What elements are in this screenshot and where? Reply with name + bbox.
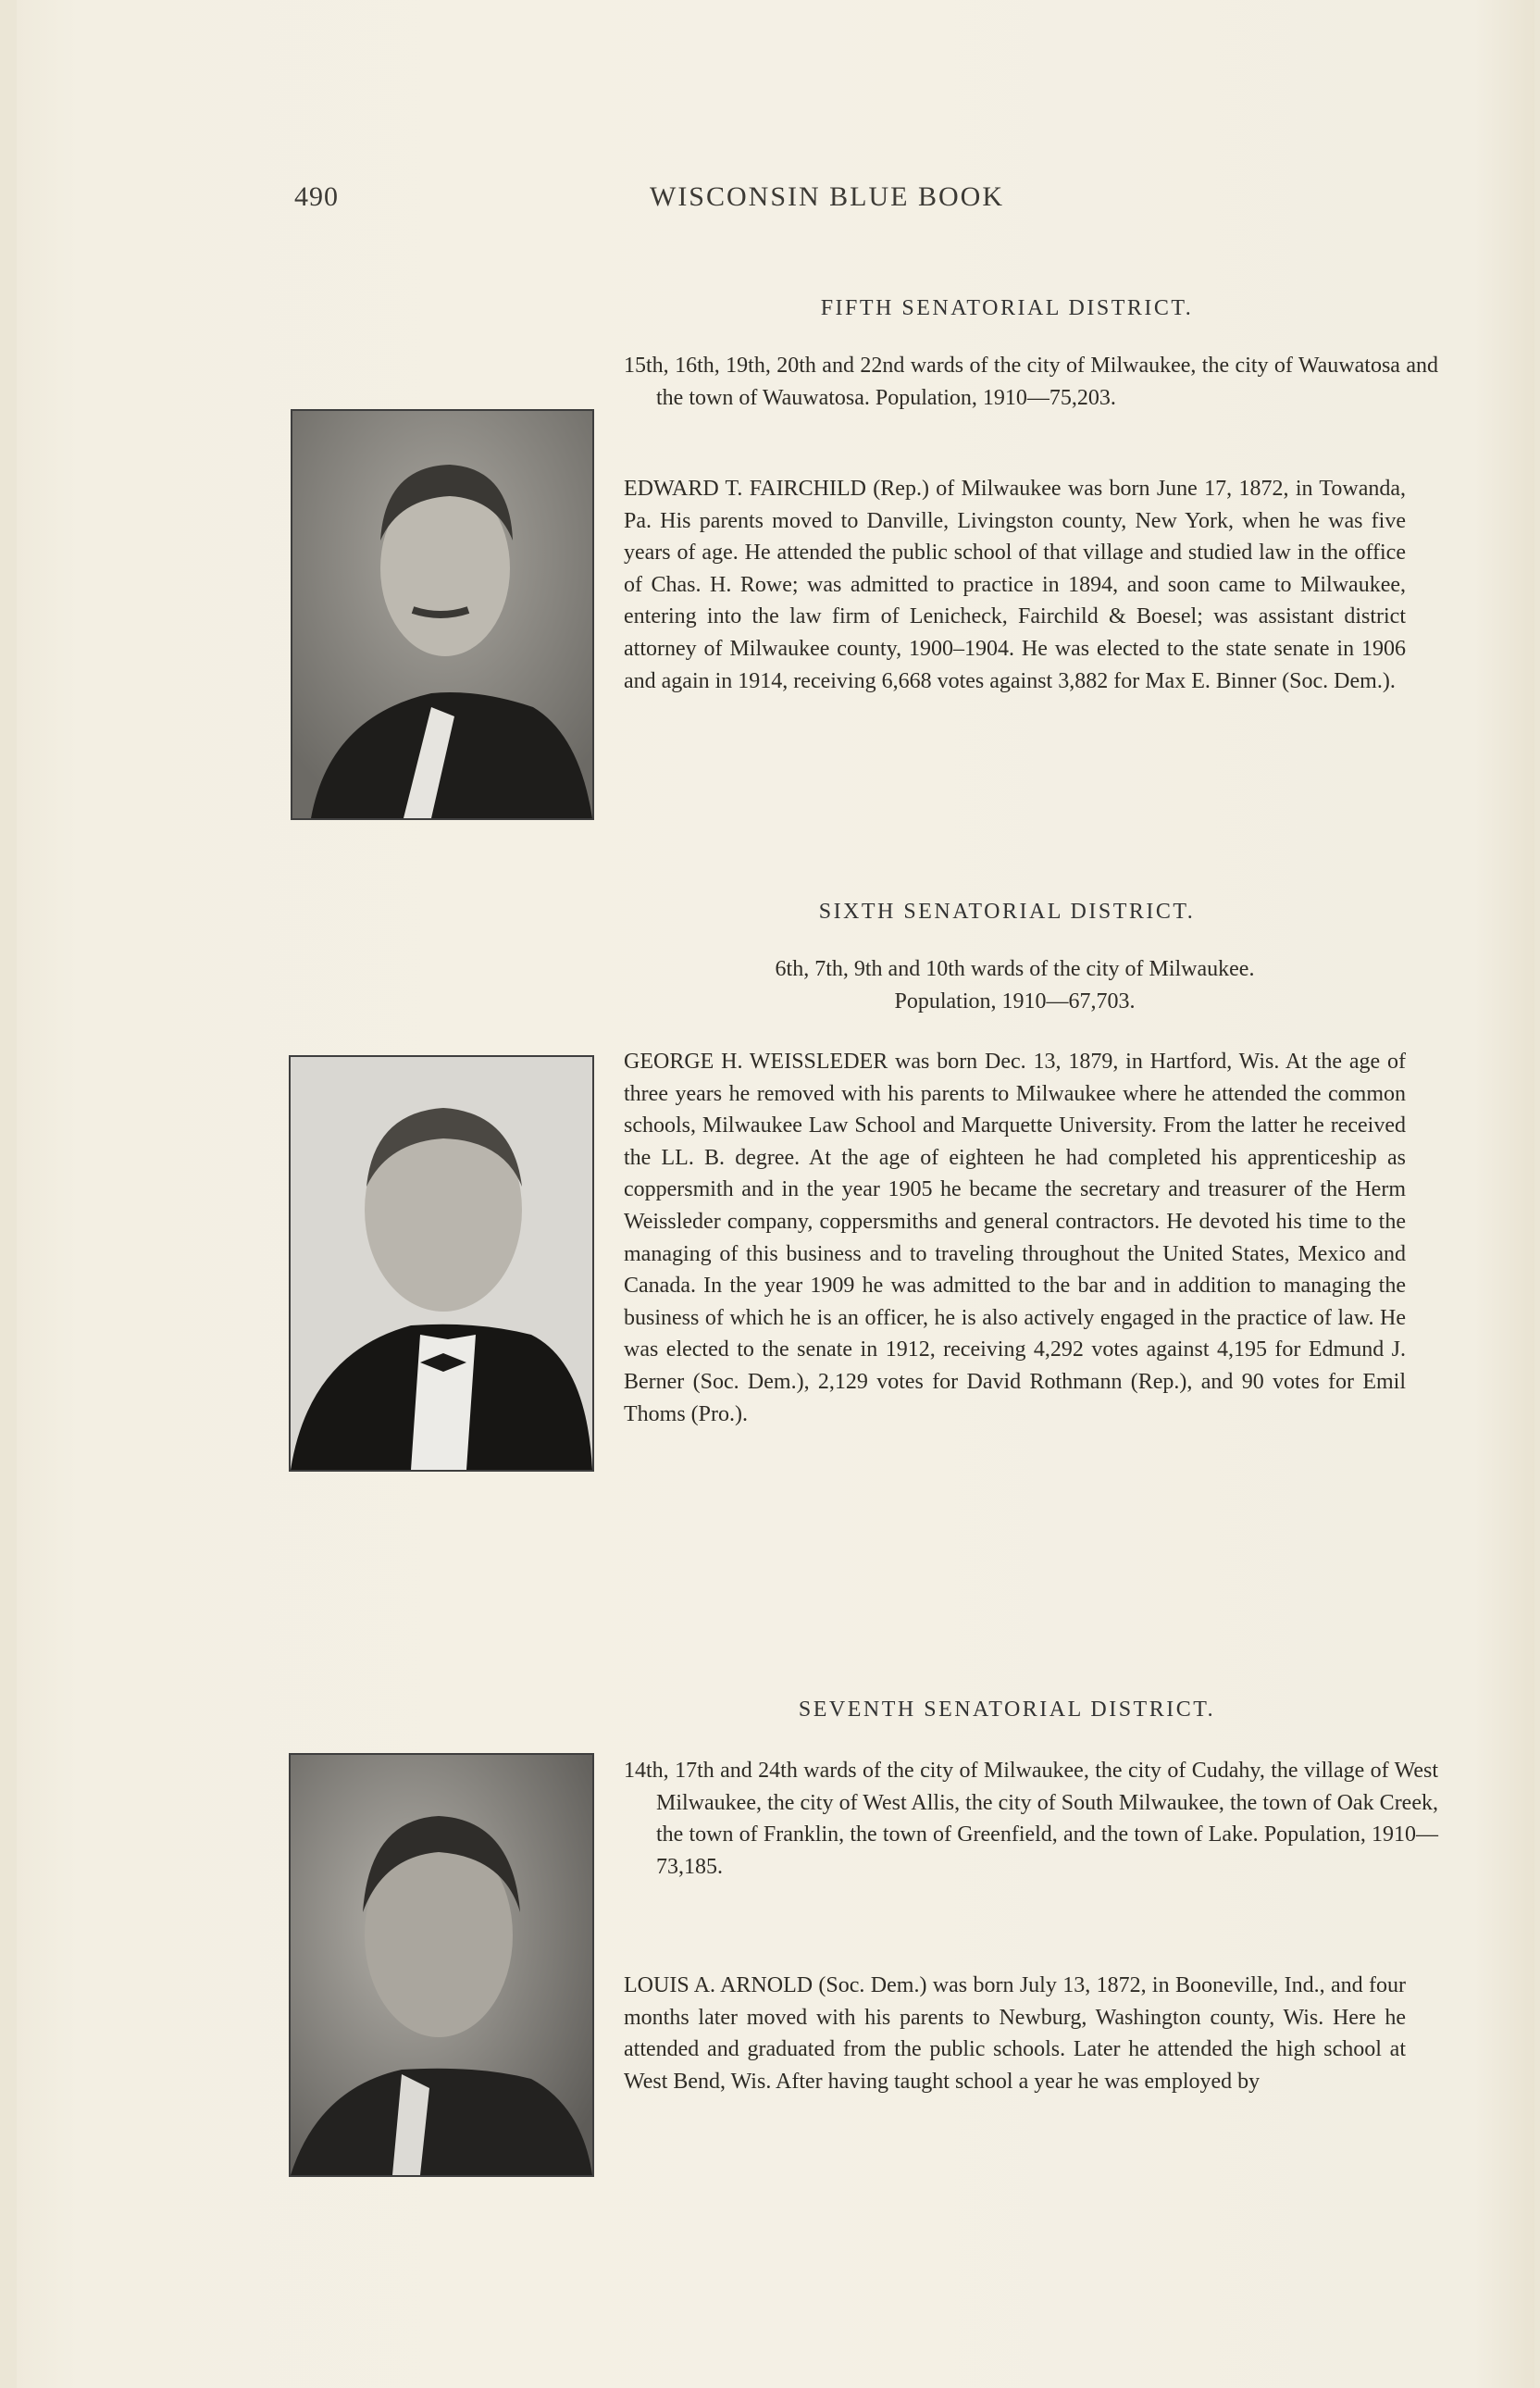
fifth-district-description: 15th, 16th, 19th, 20th and 22nd wards of the city of Milwaukee, the city of Wauwatosa and the town of Wauwatosa. Population, 1910—75,203. (624, 354, 1438, 410)
seventh-district-heading: SEVENTH SENATORIAL DISTRICT. (798, 1698, 1216, 1722)
fairchild-biography: EDWARD T. FAIRCHILD (Rep.) of Milwaukee was born June 17, 1872, in Towanda, Pa. His parents moved to Danville, Livingston county, New York, when he was five years of age. He attended the public school of that village and studied law in the office of Chas. H. Rowe; was admitted to practice in 1894, and soon came to Milwaukee, entering into the law firm of Lenicheck, Fairchild & Boesel; was assistant district attorney of Milwaukee county, 1900–1904. He was elected to the state senate in 1906 and again in 1914, receiving 6,668 votes against 3,882 for Max E. Binner (Soc. Dem.). (624, 477, 1406, 693)
portrait-arnold (289, 1753, 594, 2177)
portrait-arnold-image (291, 1755, 592, 2175)
portrait-fairchild (291, 409, 594, 820)
page-header (294, 181, 1405, 218)
sixth-district-line-2: Population, 1910—67,703. (894, 989, 1136, 1014)
fifth-district-heading: FIFTH SENATORIAL DISTRICT. (820, 296, 1194, 320)
sixth-district-line-1: 6th, 7th, 9th and 10th wards of the city of Milwaukee. (775, 957, 1255, 981)
sixth-district-description (624, 953, 1406, 1017)
portrait-fairchild-image (292, 411, 592, 818)
page (17, 0, 1534, 2388)
running-title: WISCONSIN BLUE BOOK (650, 181, 1004, 212)
portrait-weissleder-image (291, 1057, 592, 1470)
weissleder-biography: GEORGE H. WEISSLEDER was born Dec. 13, 1879, in Hartford, Wis. At the age of three years he removed with his parents to Milwaukee where he attended the common schools, Milwaukee Law School and Marquette University. From the latter he received the LL. B. degree. At the age of eighteen he had completed his apprenticeship as coppersmith and in the year 1905 he became the secretary and treasurer of the Herm Weissleder company, coppersmiths and general contractors. He devoted his time to the managing of this business and to traveling throughout the United States, Mexico and Canada. In the year 1909 he was admitted to the bar and in addition to managing the business of which he is an officer, he is also actively engaged in the practice of law. He was elected to the senate in 1912, receiving 4,292 votes against 4,195 for Edmund J. Berner (Soc. Dem.), 2,129 votes for David Rothmann (Rep.), and 90 votes for Emil Thoms (Pro.). (624, 1050, 1406, 1426)
portrait-weissleder (289, 1055, 594, 1472)
sixth-district-heading: SIXTH SENATORIAL DISTRICT. (818, 900, 1196, 924)
page-number: 490 (294, 181, 339, 212)
seventh-district-description: 14th, 17th and 24th wards of the city of Milwaukee, the city of Cudahy, the village of West Milwaukee, the city of West Allis, the city of South Milwaukee, the town of Oak Creek, the town of Franklin, the town of Greenfield, and the town of Lake. Population, 1910—73,185. (624, 1759, 1438, 1879)
arnold-biography: LOUIS A. ARNOLD (Soc. Dem.) was born July 13, 1872, in Booneville, Ind., and four months later moved with his parents to Newburg, Washington county, Wis. Here he attended and graduated from the public schools. Later he attended the high school at West Bend, Wis. After having taught school a year he was employed by (624, 1973, 1406, 2094)
